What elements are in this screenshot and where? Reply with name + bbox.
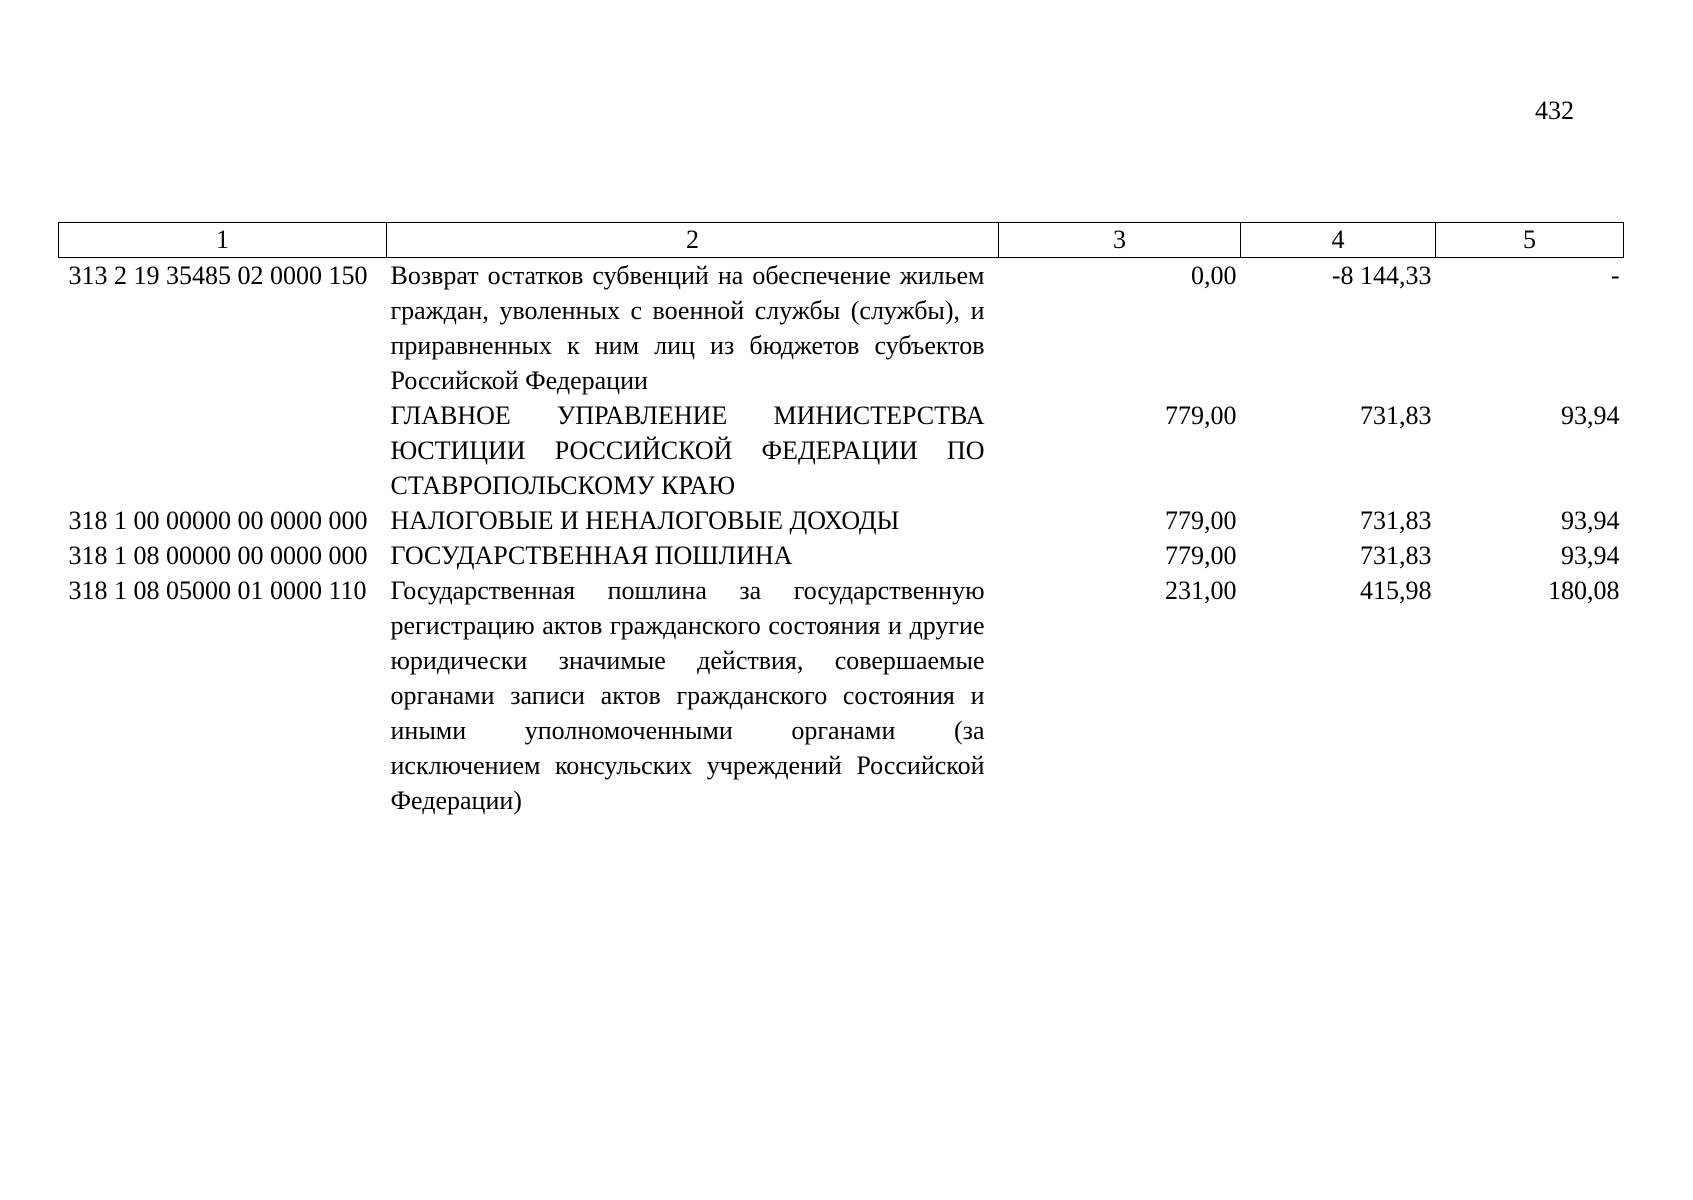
table-body [59, 258, 1624, 819]
row-value-col3: 0,00 [1191, 261, 1237, 290]
row-code: 318 1 00 00000 00 0000 000 [68, 506, 368, 535]
row-value-col4: 731,83 [1360, 541, 1432, 570]
header-col-4: 4 [1241, 223, 1436, 258]
row-code [59, 398, 387, 503]
row-value-col5: 180,08 [1548, 576, 1620, 605]
header-col-3: 3 [999, 223, 1241, 258]
row-code: 313 2 19 35485 02 0000 150 [68, 261, 368, 290]
row-value-col5: 93,94 [1561, 506, 1620, 535]
table-row [59, 573, 1624, 818]
header-col-1: 1 [59, 223, 387, 258]
table-row [59, 258, 1624, 399]
table-row [59, 398, 1624, 503]
row-value-col3: 779,00 [1165, 541, 1237, 570]
row-value-col4: 731,83 [1360, 506, 1432, 535]
row-code: 318 1 08 00000 00 0000 000 [68, 541, 368, 570]
row-value-col3: 231,00 [1165, 576, 1237, 605]
header-col-2: 2 [387, 223, 999, 258]
row-value-col3: 779,00 [1165, 506, 1237, 535]
row-description: НАЛОГОВЫЕ И НЕНАЛОГОВЫЕ ДОХОДЫ [390, 506, 900, 535]
header-col-5: 5 [1436, 223, 1624, 258]
budget-table [58, 222, 1624, 818]
row-value-col4: 731,83 [1360, 401, 1432, 430]
row-code: 318 1 08 05000 01 0000 110 [68, 576, 367, 605]
table-row [59, 538, 1624, 573]
row-value-col5: 93,94 [1561, 541, 1620, 570]
row-description: ГОСУДАРСТВЕННАЯ ПОШЛИНА [390, 541, 793, 570]
row-description: ГЛАВНОЕ УПРАВЛЕНИЕ МИНИСТЕРСТВА ЮСТИЦИИ РОССИЙСКОЙ ФЕДЕРАЦИИ ПО СТАВРОПОЛЬСКОМУ КРАЮ [390, 401, 985, 500]
row-value-col4: -8 144,33 [1331, 261, 1432, 290]
row-value-col5: 93,94 [1561, 401, 1620, 430]
header-row [59, 223, 1624, 258]
row-value-col4: 415,98 [1360, 576, 1432, 605]
page-number: 432 [1535, 96, 1574, 125]
row-description: Возврат остатков субвенций на обеспечение жильем граждан, уволенных с военной службы (службы), и приравненных к ним лиц из бюджетов субъектов Российской Федерации [390, 261, 985, 395]
row-value-col5: - [1610, 261, 1620, 290]
row-description: Государственная пошлина за государственную регистрацию актов гражданского состояния и другие юридически значимые действия, совершаемые органами записи актов гражданского состояния и иными уполномоченными органами (за исключением консульских учреждений Российской Федерации) [390, 576, 985, 815]
table-row [59, 503, 1624, 538]
row-value-col3: 779,00 [1165, 401, 1237, 430]
table-header [59, 223, 1624, 258]
